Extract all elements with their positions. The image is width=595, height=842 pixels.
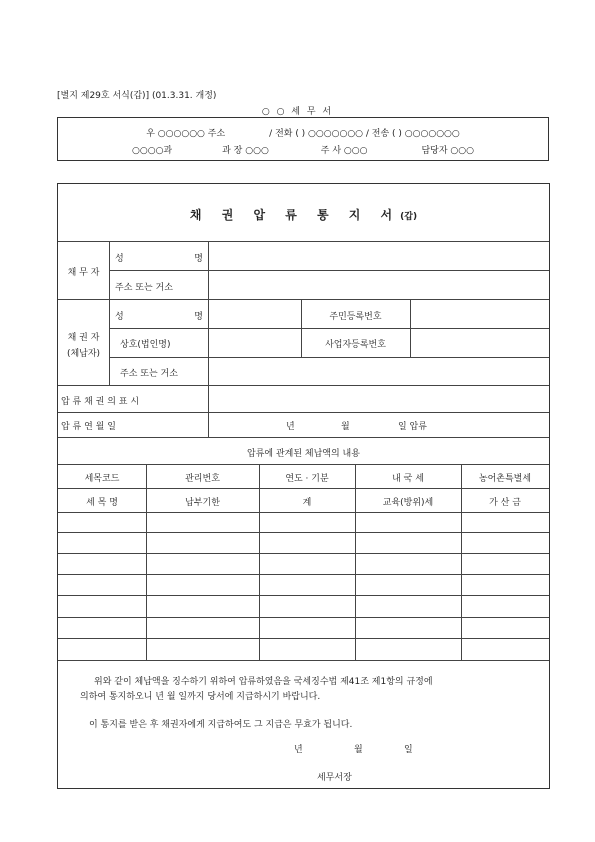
seizure-date-label: 압 류 연 월 일 (61, 422, 116, 432)
seizure-year: 년 (286, 422, 295, 432)
issue-month: 월 (354, 745, 363, 755)
debtor-address-label: 주소 또는 거소 (115, 283, 173, 293)
col-penalty: 가 산 금 (489, 498, 521, 508)
col-tax-item: 세 목 명 (86, 498, 118, 508)
col-domestic-tax: 내 국 세 (392, 474, 424, 484)
issue-day: 일 (404, 745, 413, 755)
notice-body-line-2: 의하여 통지하오니 년 월 일까지 당서에 지급하시기 바랍니다. (80, 692, 321, 702)
issue-year: 년 (294, 745, 303, 755)
contact-line (58, 143, 548, 156)
address-box (57, 117, 549, 161)
notice-body-line-1: 위와 같이 체납액을 징수하기 위하여 압류하였음을 국세징수법 제41조 제1항의 규정에 (94, 677, 433, 687)
creditor-label: 채 권 자 (67, 333, 100, 343)
form-title: 채 권 압 류 통 지 서(갑) (189, 208, 418, 222)
section-chief: 과 장 ○○○ (222, 146, 269, 156)
business-number-label: 사업자등록번호 (325, 340, 386, 350)
creditor-address-label: 주소 또는 거소 (120, 369, 178, 379)
col-total: 계 (302, 498, 312, 508)
creditor-name-label: 성 명 (115, 312, 203, 322)
col-due-date: 납부기한 (185, 498, 220, 508)
notice-warning: 이 통지를 받은 후 채권자에게 지급하여도 그 지급은 무효가 됩니다. (89, 720, 353, 730)
arrears-header: 압류에 관계된 체납액의 내용 (247, 449, 360, 459)
creditor-sublabel: (체납자) (66, 349, 101, 359)
address-line (58, 126, 548, 139)
creditor-trade-name-label: 상 호(법인명) (120, 340, 171, 350)
signature-tax-office-head: 세무서장 (317, 773, 352, 783)
fax: / 전송 ( ) ○○○○○○○ (365, 129, 460, 139)
col-year-period: 연도 · 기분 (285, 474, 329, 484)
officer: 주 사 ○○○ (320, 146, 368, 156)
seizure-month: 월 (341, 422, 350, 432)
col-education-tax: 교육(방위)세 (382, 498, 434, 508)
department: ○○○○과 (132, 146, 173, 156)
phone: / 전화 ( ) ○○○○○○○ (269, 129, 364, 139)
seizure-day: 일 압류 (398, 422, 427, 432)
resident-number-label: 주민등록번호 (329, 312, 382, 322)
debtor-name-label: 성 명 (115, 254, 203, 264)
debtor-label: 채 무 자 (67, 268, 100, 278)
form-reference: [별지 제29호 서식(갑)] (01.3.31. 개정) (57, 91, 217, 101)
col-tax-code: 세목코드 (84, 474, 120, 484)
col-management-no: 관리번호 (185, 474, 220, 484)
notice-form (57, 183, 550, 789)
seized-claim-label: 압 류 채 권 의 표 시 (61, 397, 140, 407)
zip-address: 우 ○○○○○○ 주소 (146, 129, 226, 139)
tax-office-name: ○ ○ 세 무 서 (261, 107, 334, 117)
person-in-charge: 담당자 ○○○ (421, 146, 474, 156)
col-rural-special-tax: 농어촌특별세 (478, 474, 532, 484)
